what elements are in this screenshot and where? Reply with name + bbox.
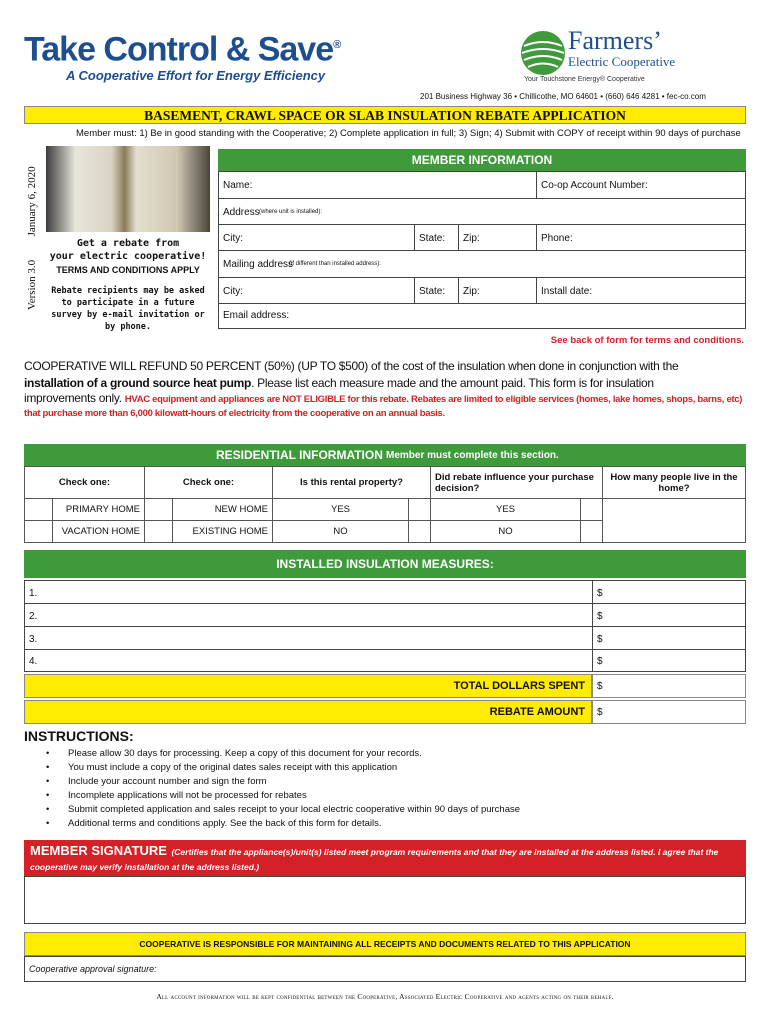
total-dollars-label: TOTAL DOLLARS SPENT — [453, 680, 585, 692]
member-requirements: Member must: 1) Be in good standing with the Cooperative; 2) Complete application in full; 3) Sign; 4) Submit with COPY of receipt within 90 days of purchase — [76, 128, 741, 139]
confidentiality-text: All account information will be kept confidential between the Cooperative, Associated Electric Cooperative and agents acting on their behalf. — [156, 992, 614, 1001]
influence-no-checkbox[interactable] — [581, 521, 603, 543]
email-label: Email address: — [223, 310, 290, 321]
influence-header: Did rebate influence your purchase decision? — [431, 467, 603, 499]
insulation-photo — [46, 146, 210, 232]
phone-field[interactable] — [537, 225, 745, 251]
mailing-state-field[interactable] — [415, 278, 459, 304]
rebate-amount-dollar: $ — [597, 707, 603, 718]
member-signature-text: (Certifies that the appliance(s)/unit(s) listed meet program requirements and that they are installed at the address listed. I agree that the cooperative may verify installation at the address listed.) — [30, 847, 719, 872]
name-label: Name: — [223, 180, 253, 191]
mailing-address-label: Mailing address — [223, 259, 294, 270]
account-number-field[interactable] — [537, 172, 745, 199]
instruction-item: • Include your account number and sign the form — [46, 776, 267, 787]
instruction-item: • Additional terms and conditions apply. See the back of this form for details. — [46, 818, 382, 829]
logo-registered: ® — [333, 39, 341, 51]
rental-yes-label: YES — [273, 499, 409, 521]
instruction-item: • Incomplete applications will not be processed for rebates — [46, 790, 307, 801]
rental-header: Is this rental property? — [273, 467, 431, 499]
mailing-address-note: (if different than installed address): — [289, 261, 381, 267]
primary-home-checkbox[interactable] — [25, 499, 53, 521]
install-date-field[interactable] — [537, 278, 745, 304]
refund-line-2: . Please list each measure made and the amount paid. This form is for insulation — [251, 376, 654, 390]
member-info-title: MEMBER INFORMATION — [411, 153, 553, 167]
instruction-text: Incomplete applications will not be processed for rebates — [68, 790, 307, 801]
cooperative-approval-field[interactable] — [24, 956, 746, 982]
promo-line-1: Get a rebate from — [76, 238, 180, 249]
promo-line-2: your electric cooperative! — [49, 251, 207, 262]
mailing-city-field[interactable] — [219, 278, 415, 304]
coop-name-1: Farmers’ — [568, 26, 662, 55]
measure-row-3[interactable] — [25, 627, 593, 650]
email-field[interactable] — [219, 304, 745, 328]
refund-line-1: COOPERATIVE WILL REFUND 50 PERCENT (50%) (UP TO $500) of the cost of the insulation when done in conjunction with the — [24, 359, 679, 373]
refund-paragraph — [24, 358, 748, 420]
mailing-city-label: City: — [223, 286, 243, 297]
coop-address: 201 Business Highway 36 • Chillicothe, MO 64601 • (660) 646 4281 • fec-co.com — [420, 92, 706, 101]
phone-label: Phone: — [541, 233, 573, 244]
address-note: (where unit is installed): — [259, 209, 323, 215]
state-label: State: — [419, 233, 446, 244]
total-dollars-row — [24, 674, 592, 698]
instructions-title: INSTRUCTIONS: — [24, 728, 134, 744]
existing-home-label: EXISTING HOME — [173, 521, 273, 543]
version-number: Version 3.0 — [26, 259, 38, 310]
account-number-label: Co-op Account Number: — [541, 180, 648, 191]
state-field[interactable] — [415, 225, 459, 251]
install-date-label: Install date: — [541, 286, 593, 297]
rental-no-label: NO — [273, 521, 409, 543]
member-signature-banner — [24, 840, 746, 876]
total-dollars-dollar: $ — [597, 681, 603, 692]
influence-yes-checkbox[interactable] — [581, 499, 603, 521]
promo-terms: TERMS AND CONDITIONS APPLY — [56, 265, 200, 275]
residential-note: Member must complete this section. — [386, 450, 559, 461]
measure-amount-2[interactable] — [593, 604, 745, 627]
measure-amount-2-dollar: $ — [597, 611, 603, 622]
rental-yes-checkbox[interactable] — [409, 499, 431, 521]
rental-no-checkbox[interactable] — [409, 521, 431, 543]
instruction-text: Submit completed application and sales receipt to your local electric cooperative within 90 days of purchase — [68, 804, 521, 815]
measure-row-4-number: 4. — [29, 656, 38, 667]
existing-home-checkbox[interactable] — [145, 521, 173, 543]
zip-label: Zip: — [463, 233, 480, 244]
measure-row-1[interactable] — [25, 581, 593, 604]
mailing-zip-field[interactable] — [459, 278, 537, 304]
coop-tagline: Your Touchstone Energy® Cooperative — [524, 76, 645, 83]
cooperative-banner — [24, 932, 746, 956]
form-title-banner — [24, 106, 746, 124]
mailing-zip-label: Zip: — [463, 286, 480, 297]
instruction-text: Include your account number and sign the form — [68, 776, 267, 787]
instruction-text: Please allow 30 days for processing. Keep a copy of this document for your records. — [68, 748, 422, 759]
new-home-checkbox[interactable] — [145, 499, 173, 521]
measure-amount-1-dollar: $ — [597, 588, 603, 599]
take-control-logo — [24, 26, 364, 86]
rebate-amount-field[interactable] — [592, 700, 746, 724]
form-title: BASEMENT, CRAWL SPACE OR SLAB INSULATION REBATE APPLICATION — [144, 108, 626, 123]
instruction-item: • You must include a copy of the original dates sales receipt with this application — [46, 762, 398, 773]
residential-title: RESIDENTIAL INFORMATION — [216, 448, 383, 462]
name-field[interactable] — [219, 172, 537, 199]
member-info-form — [218, 171, 746, 329]
cooperative-approval-label: Cooperative approval signature: — [29, 964, 157, 974]
check-one-header-2: Check one: — [145, 467, 273, 499]
address-field[interactable] — [219, 199, 745, 225]
residential-table — [24, 466, 746, 543]
people-count-field[interactable] — [603, 499, 746, 543]
version-label — [26, 166, 38, 310]
people-header: How many people live in the home? — [603, 467, 746, 499]
measure-row-4[interactable] — [25, 650, 593, 671]
instructions-list — [46, 747, 520, 831]
new-home-label: NEW HOME — [173, 499, 273, 521]
influence-yes-label: YES — [431, 499, 581, 521]
city-label: City: — [223, 233, 243, 244]
instruction-text: Additional terms and conditions apply. See the back of this form for details. — [68, 818, 382, 829]
logo-title: Take Control & Save — [24, 30, 334, 69]
rebate-amount-label: REBATE AMOUNT — [489, 706, 585, 718]
check-one-header-1: Check one: — [25, 467, 145, 499]
vacation-home-label: VACATION HOME — [53, 521, 145, 543]
address-label: Address — [223, 207, 260, 218]
globe-icon — [520, 30, 566, 76]
member-signature-title: MEMBER SIGNATURE — [30, 843, 167, 858]
mailing-address-field[interactable] — [219, 251, 745, 278]
instruction-item: • Please allow 30 days for processing. Keep a copy of this document for your records. — [46, 748, 422, 759]
total-dollars-field[interactable] — [592, 674, 746, 698]
measure-row-3-number: 3. — [29, 634, 38, 645]
measure-row-1-number: 1. — [29, 588, 38, 599]
confidentiality-footer — [24, 992, 746, 1001]
city-field[interactable] — [219, 225, 415, 251]
vacation-home-checkbox[interactable] — [25, 521, 53, 543]
measure-row-2-number: 2. — [29, 611, 38, 622]
refund-line-3: improvements only. — [24, 391, 122, 405]
instruction-text: You must include a copy of the original dates sales receipt with this application — [68, 762, 398, 773]
measure-amount-4-dollar: $ — [597, 656, 603, 667]
farmers-logo — [520, 28, 750, 90]
instruction-item: • Submit completed application and sales receipt to your local electric cooperative within 90 days of purchase — [46, 804, 521, 815]
measures-title: INSTALLED INSULATION MEASURES: — [276, 557, 494, 571]
measure-row-2[interactable] — [25, 604, 593, 627]
version-date: January 6, 2020 — [26, 166, 38, 237]
zip-field[interactable] — [459, 225, 537, 251]
rebate-amount-row — [24, 700, 592, 724]
measure-amount-3-dollar: $ — [597, 634, 603, 645]
cooperative-banner-text: COOPERATIVE IS RESPONSIBLE FOR MAINTAINING ALL RECEIPTS AND DOCUMENTS RELATED TO THIS APPLICATION — [139, 939, 631, 949]
refund-red-note: HVAC equipment and appliances are NOT ELIGIBLE for this rebate. Rebates are limited to eligible services (homes, lake homes, shops, barns, etc) that purchase more than 6,000 kilowatt-hours of electricity from the cooperative on an annual basis. — [24, 394, 743, 419]
primary-home-label: PRIMARY HOME — [53, 499, 145, 521]
coop-name-2: Electric Cooperative — [568, 54, 676, 69]
measure-amount-1[interactable] — [593, 581, 745, 604]
refund-ground-source: installation of a ground source heat pump — [24, 376, 252, 390]
logo-tagline: A Cooperative Effort for Energy Efficiency — [66, 68, 326, 84]
residential-header — [24, 444, 746, 466]
influence-no-label: NO — [431, 521, 581, 543]
member-signature-field[interactable] — [24, 876, 746, 924]
promo-survey: Rebate recipients may be asked to participate in a future survey by e-mail invitation or by phone. — [51, 286, 205, 332]
measures-list — [24, 580, 746, 672]
mailing-state-label: State: — [419, 286, 446, 297]
measure-amount-3[interactable] — [593, 627, 745, 650]
measures-header — [24, 550, 746, 578]
measure-amount-4[interactable] — [593, 650, 745, 671]
see-back-note: See back of form for terms and conditions. — [550, 335, 744, 346]
member-info-header — [218, 149, 746, 171]
